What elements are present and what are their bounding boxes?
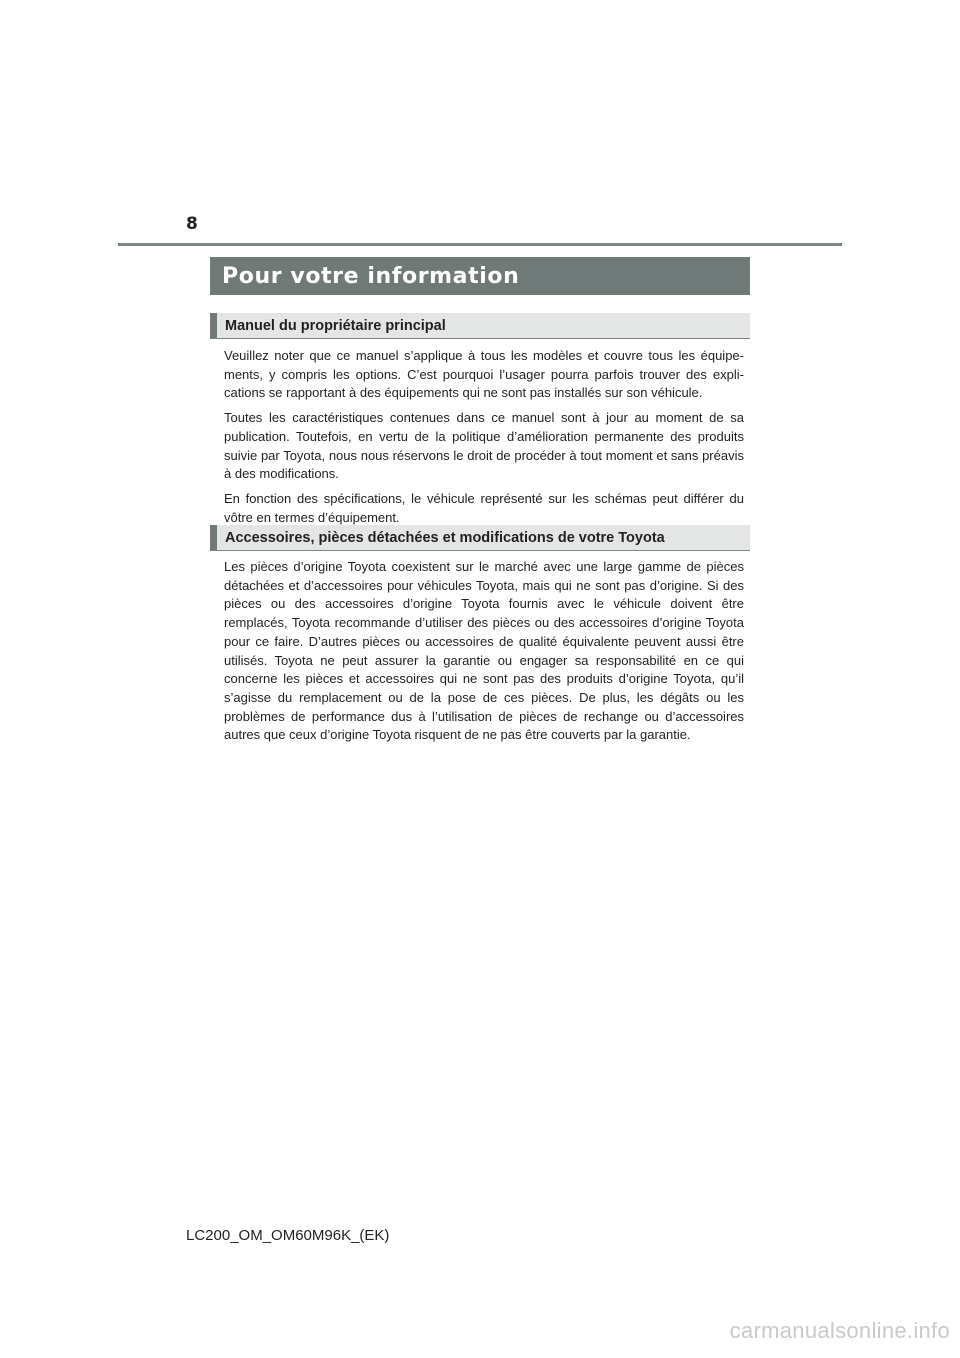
page-number: 8	[186, 214, 198, 234]
section-title: Pour votre information	[222, 263, 520, 289]
paragraph: Veuillez noter que ce manuel s’applique à tous les modèles et couvre tous les équipe-ments, y compris les options. C’est pourquoi l’usager pourra parfois trouver des expli-cations se rapportant à des équipements qui ne sont pas installés sur son véhicule.	[224, 348, 744, 401]
subsection-body-accessoires	[224, 558, 744, 751]
paragraph: En fonction des spécifications, le véhicule représenté sur les schémas peut différer du vôtre en termes d’équipement.	[224, 490, 744, 525]
top-rule	[118, 243, 842, 246]
paragraph: Toutes les caractéristiques contenues dans ce manuel sont à jour au moment de sa publication. Toutefois, en vertu de la politique d’amélioration permanente des produits suivie par Toyota, nous nous réservons le droit de procéder à tout moment et sans préavis à des modifications.	[224, 410, 744, 482]
subsection-header-bar	[210, 525, 217, 550]
subsection-header-accessoires	[210, 525, 750, 551]
watermark-text: carmanualsonline.info	[729, 1318, 950, 1343]
subsection-header-manuel	[210, 313, 750, 339]
subsection-body-manuel	[224, 347, 744, 533]
subsection-title: Accessoires, pièces détachées et modifications de votre Toyota	[225, 529, 665, 546]
footer-document-code: LC200_OM_OM60M96K_(EK)	[186, 1227, 390, 1244]
section-title-banner	[210, 257, 750, 295]
subsection-header-bar	[210, 313, 217, 338]
subsection-title: Manuel du propriétaire principal	[225, 317, 446, 334]
paragraph: Les pièces d’origine Toyota coexistent sur le marché avec une large gamme de pièces détachées et d’accessoires pour véhicules Toyota, mais qui ne sont pas d’origine. Si des pièces ou des accessoires d’origine Toyota fournis avec le véhicule doivent être remplacés, Toyota recommande d’utiliser des pièces ou des accessoires d’origine Toyota pour ce faire. D’autres pièces ou accessoires de qualité équivalente peuvent aussi être utilisés. Toyota ne peut assurer la garantie ou engager sa responsabilité en ce qui concerne les pièces et accessoires qui ne sont pas des produits d’origine Toyota, qu’il s’agisse du remplacement ou de la pose de ces pièces. De plus, les dégâts ou les problèmes de performance dus à l’utilisation de pièces de rechange ou d’accessoires autres que ceux d’origine Toyota risquent de ne pas être couverts par la garantie.	[224, 559, 744, 743]
